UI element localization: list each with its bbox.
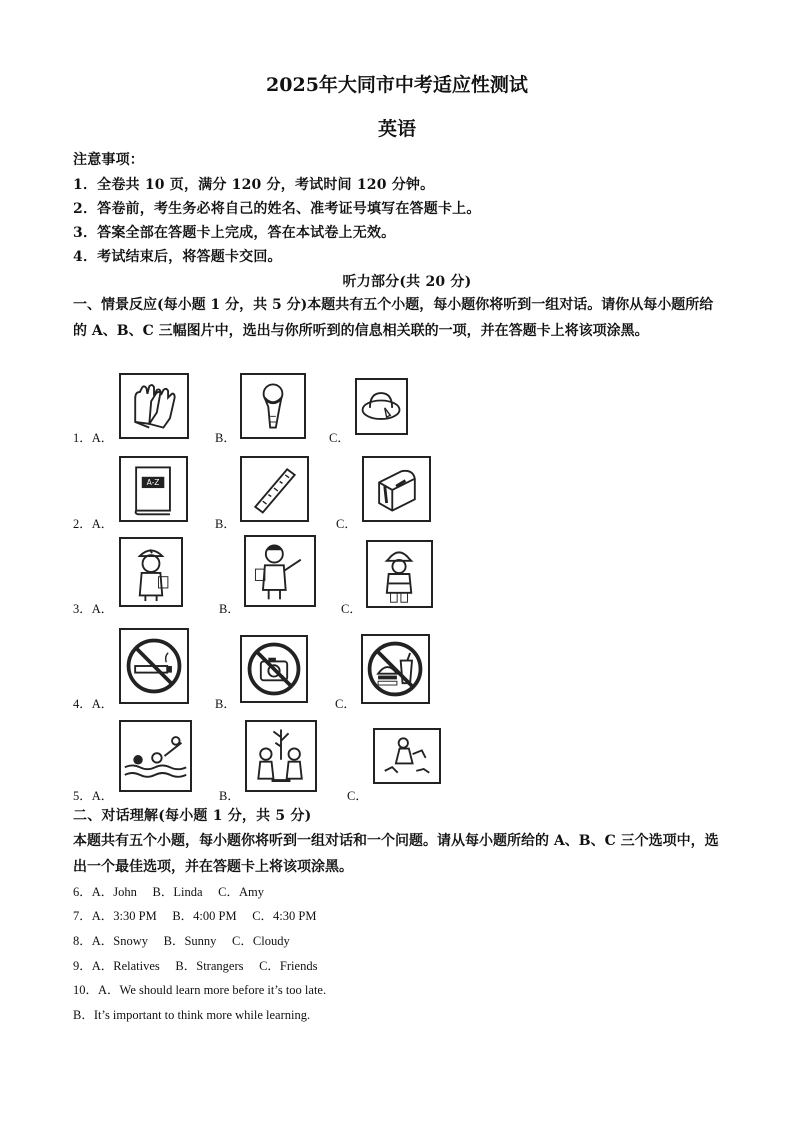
question-number: 5．A． [73, 789, 114, 803]
ruler-picture [240, 456, 309, 522]
exam-title: 2025年大同市中考适应性测试 [266, 74, 528, 96]
question-10-option-b: B．It’s important to think more while learning. [73, 1008, 311, 1022]
notice-item: 1．全卷共 10 页，满分 120 分，考试时间 120 分钟。 [73, 177, 435, 193]
option-label-c: C． [329, 431, 350, 445]
option-label-b: B． [215, 431, 236, 445]
svg-text:A-Z: A-Z [146, 478, 160, 488]
no-photo-picture [240, 635, 308, 703]
question-number: 4．A． [73, 697, 114, 711]
swimming-picture [119, 720, 192, 792]
no-smoking-picture [119, 628, 189, 704]
question-number: 3．A． [73, 602, 114, 616]
listening-heading: 听力部分(共 20 分) [342, 274, 472, 290]
scarf-picture [240, 373, 306, 439]
teacher-picture [244, 535, 316, 607]
option-label-b: B． [219, 789, 240, 803]
no-food-picture [361, 634, 430, 704]
firefighter-picture [366, 540, 433, 608]
tree-planting-picture [245, 720, 317, 792]
option-label-c: C． [347, 789, 368, 803]
notice-item: 4．考试结束后，将答题卡交回。 [73, 249, 282, 265]
question-number: 2．A． [73, 517, 114, 531]
notice-heading: 注意事项： [73, 152, 144, 168]
cleaning-picture [373, 728, 441, 784]
question-number: 1．A． [73, 431, 114, 445]
section1-instructions: 一、情景反应(每小题 1 分，共 5 分)本题共有五个小题，每小题你将听到一组对话。请你从每小题所给的 A、B、C 三幅图片中，选出与你所听到的信息相关联的一项，并在答题卡上将该项涂黑。 [73, 297, 714, 339]
option-label-b: B． [219, 602, 240, 616]
notice-item: 2．答卷前，考生务必将自己的姓名、准考证号填写在答题卡上。 [73, 201, 481, 217]
option-label-b: B． [215, 697, 236, 711]
question-7: 7．A．3:30 PM B．4:00 PM C．4:30 PM [73, 909, 317, 923]
question-9: 9．A．Relatives B．Strangers C．Friends [73, 959, 318, 973]
question-6: 6．A．John B．Linda C．Amy [73, 885, 264, 899]
question-8: 8．A．Snowy B．Sunny C．Cloudy [73, 934, 290, 948]
notice-item: 3．答案全部在答题卡上完成，答在本试卷上无效。 [73, 225, 396, 241]
subject-title: 英语 [377, 118, 416, 140]
option-label-c: C． [336, 517, 357, 531]
section2-instructions: 本题共有五个小题，每小题你将听到一组对话和一个问题。请从每小题所给的 A、B、C 三个选项中，选出一个最佳选项，并在答题卡上将该项涂黑。 [73, 833, 719, 875]
option-label-b: B． [215, 517, 236, 531]
option-label-c: C． [335, 697, 356, 711]
bread-picture [362, 456, 431, 522]
question-10: 10．A．We should learn more before it’s too late. [73, 983, 327, 997]
hat-picture [355, 378, 408, 435]
nurse-picture [119, 537, 183, 607]
option-label-c: C． [341, 602, 362, 616]
section2-heading: 二、对话理解(每小题 1 分，共 5 分) [73, 808, 312, 824]
dictionary-picture [119, 456, 188, 522]
gloves-picture [119, 373, 189, 439]
